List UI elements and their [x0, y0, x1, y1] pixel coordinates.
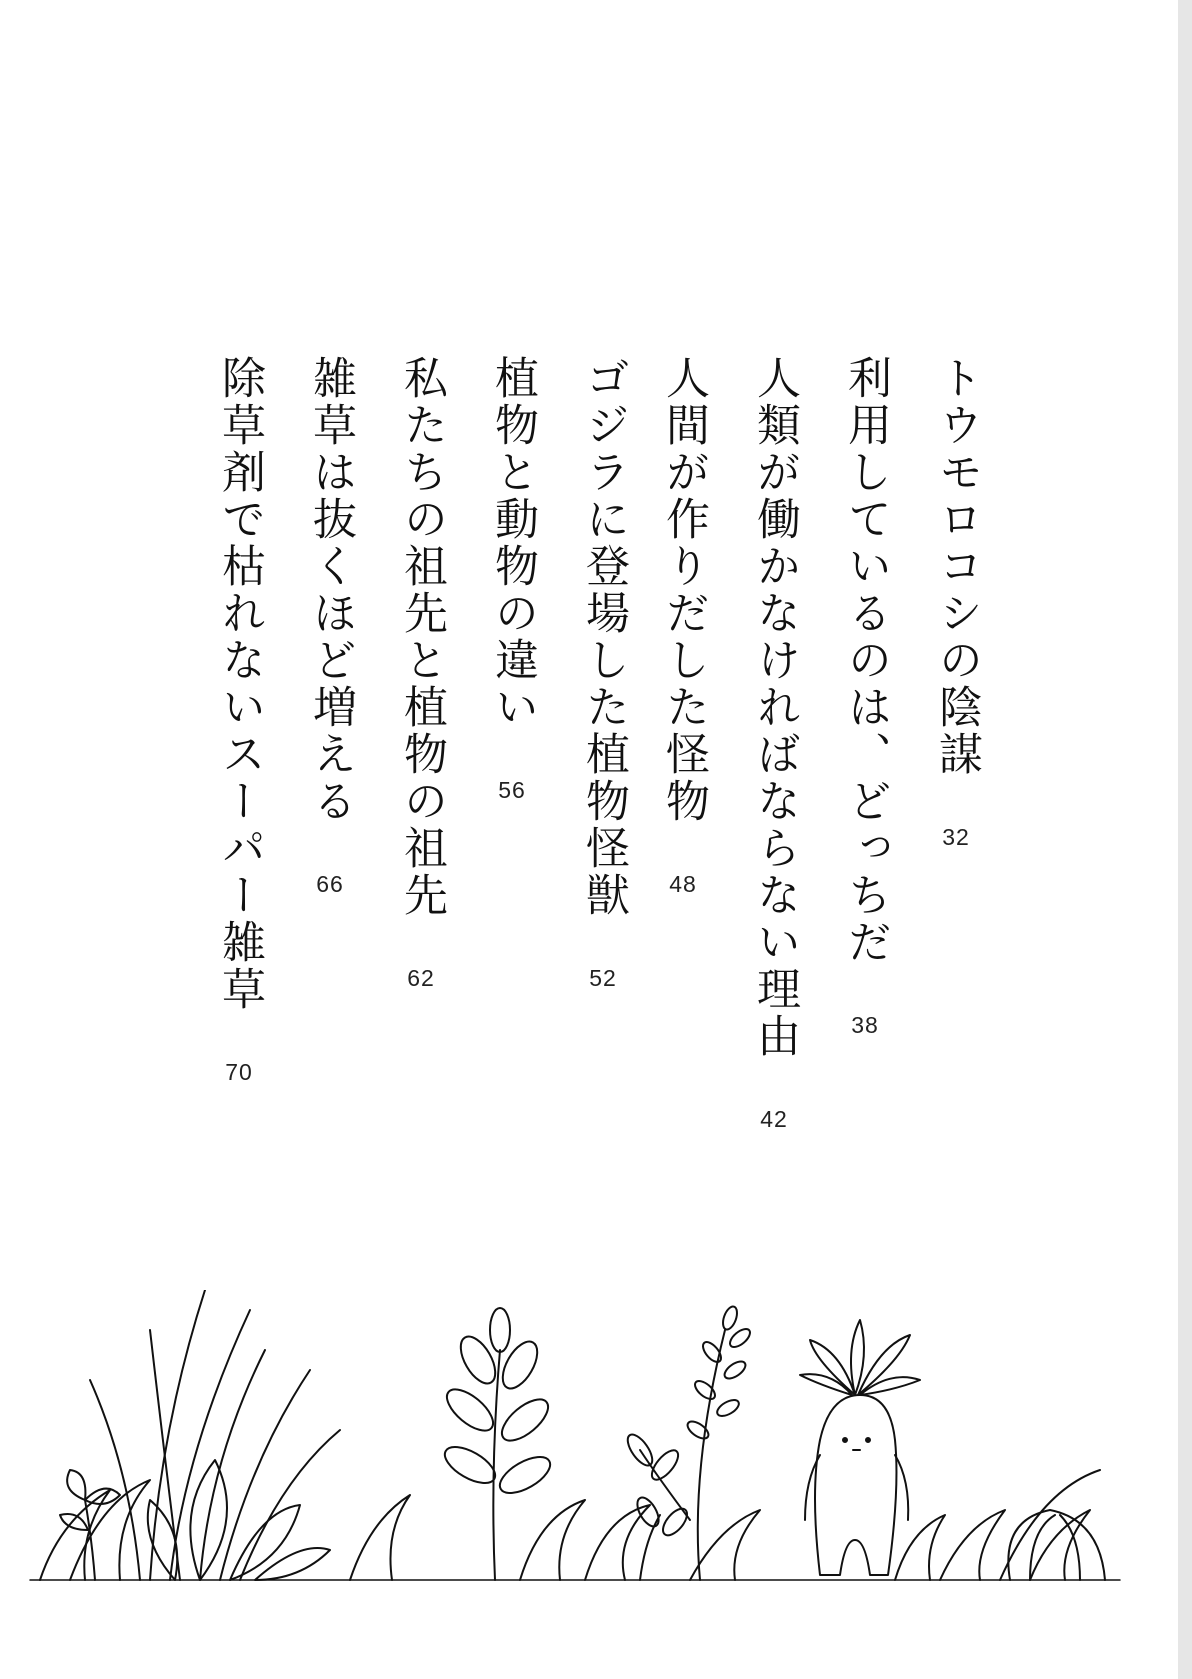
plant-leaf — [659, 1505, 692, 1540]
plant-leaf — [496, 1336, 545, 1394]
plant-leaf — [148, 1500, 177, 1580]
plant-leaf — [454, 1331, 503, 1389]
mandrake-body — [815, 1395, 896, 1575]
bulb-plant — [1008, 1510, 1105, 1580]
grass-blade — [520, 1500, 585, 1580]
flower-bud — [720, 1305, 739, 1332]
toc-entry — [926, 355, 986, 851]
mandrake-arm — [805, 1455, 820, 1520]
toc-entry-title: 除草剤で枯れないスーパー雑草 — [214, 355, 265, 1013]
mandrake-leaf — [851, 1320, 864, 1395]
plant-leaf — [230, 1505, 300, 1580]
toc-entry — [573, 355, 633, 992]
plant-stem — [698, 1330, 725, 1580]
grass-blade — [90, 1380, 140, 1580]
toc-entry — [482, 355, 542, 804]
sprout-leaf — [60, 1514, 88, 1530]
toc-entry-page-number: 32 — [942, 824, 970, 850]
toc-entry — [391, 355, 451, 992]
plant-leaf — [494, 1450, 555, 1501]
toc-entry-title: 雑草は抜くほど増える — [305, 355, 356, 825]
toc-entry-title: 人間が作りだした怪物 — [658, 355, 709, 825]
plant-leaf — [633, 1494, 663, 1530]
grass-blade — [895, 1515, 945, 1580]
toc-entry-page-number: 70 — [225, 1059, 253, 1085]
grass-blade — [150, 1290, 205, 1580]
flower-bud — [722, 1358, 749, 1382]
mandrake-eye — [866, 1438, 870, 1442]
toc-entry-page-number: 62 — [407, 965, 435, 991]
plant-stem — [493, 1350, 500, 1580]
plant-leaf — [495, 1392, 555, 1448]
grass-blade — [940, 1510, 1005, 1580]
toc-entry — [653, 355, 713, 898]
toc-entry-title: 利用しているのは、どっちだ — [840, 355, 891, 966]
plant-leaf — [255, 1548, 330, 1580]
toc-entry-title: トウモロコシの陰謀 — [931, 355, 982, 778]
mandrake-leaf — [810, 1340, 855, 1395]
toc-entry — [744, 355, 804, 1133]
plant-leaf — [490, 1308, 510, 1352]
toc-entry-title: ゴジラに登場した植物怪獣 — [578, 355, 629, 919]
grass-blade — [350, 1495, 410, 1580]
grass-blade — [170, 1310, 250, 1580]
grass-blade — [690, 1510, 760, 1580]
toc-entry-page-number: 42 — [760, 1106, 788, 1132]
grass-blade — [240, 1430, 340, 1580]
grass-blade — [1030, 1510, 1090, 1580]
toc-entry-page-number: 56 — [498, 777, 526, 803]
toc-entry-page-number: 48 — [669, 871, 697, 897]
plant-leaf — [440, 1382, 500, 1438]
toc-entry — [835, 355, 895, 1039]
toc-entry-page-number: 38 — [851, 1012, 879, 1038]
toc-entry — [209, 355, 269, 1086]
toc-entry-title: 植物と動物の違い — [487, 355, 538, 731]
bulb-plant — [1060, 1515, 1080, 1580]
plant-leaf — [439, 1440, 500, 1491]
toc-entry-page-number: 66 — [316, 871, 344, 897]
weeds-illustration — [0, 1290, 1178, 1590]
toc-entry-page-number: 52 — [589, 965, 617, 991]
toc-entry-title: 私たちの祖先と植物の祖先 — [396, 355, 447, 919]
flower-bud — [715, 1397, 742, 1419]
sprout-leaf — [67, 1470, 85, 1500]
flower-bud — [727, 1326, 753, 1351]
grass-blade — [1000, 1470, 1100, 1580]
toc-entry — [300, 355, 360, 898]
mandrake-eye — [843, 1438, 847, 1442]
toc-entry-title: 人類が働かなければならない理由 — [749, 355, 800, 1060]
plant-leaf — [647, 1446, 682, 1484]
